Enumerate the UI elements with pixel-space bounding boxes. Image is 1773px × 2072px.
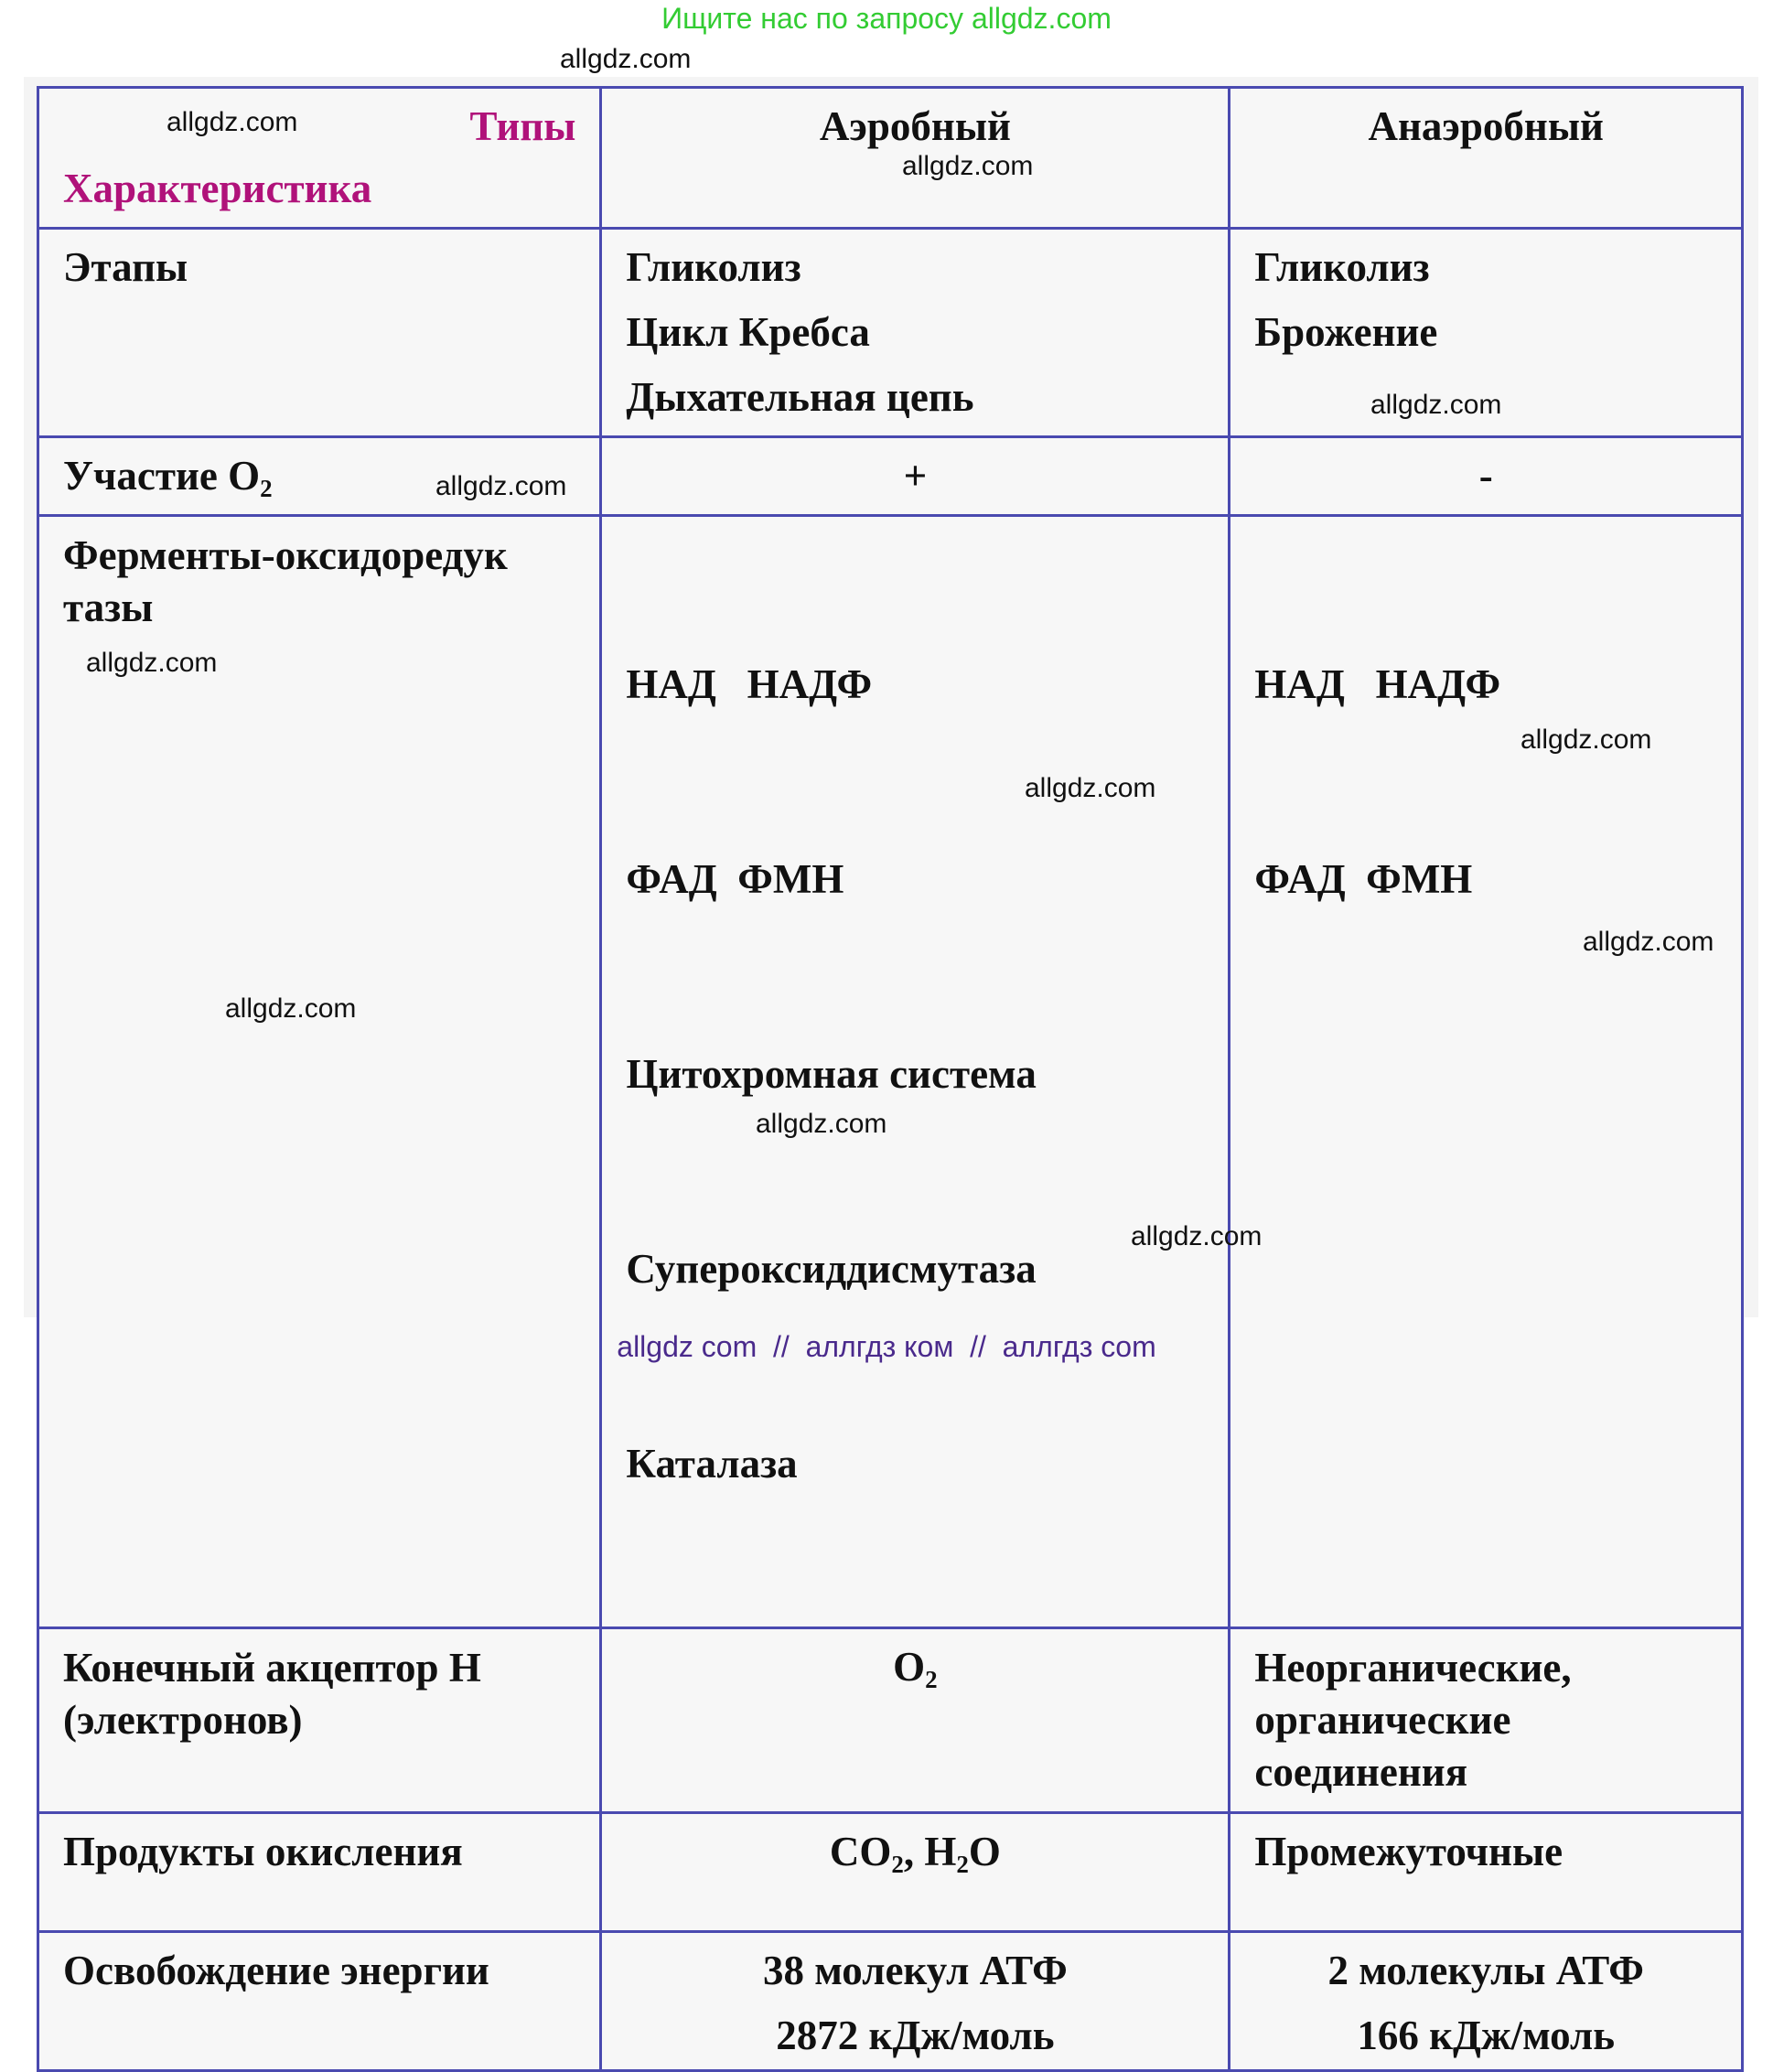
cell-line: 38 молекул АТФ bbox=[763, 1948, 1068, 1993]
cell-text: O bbox=[968, 1829, 1001, 1874]
row-label-text: Участие O bbox=[63, 453, 261, 499]
cell-line: Цикл Кребса bbox=[626, 309, 870, 355]
cell-aerobic bbox=[601, 516, 1230, 1628]
subscript: 2 bbox=[956, 1851, 969, 1879]
cell-line: Гликолиз bbox=[1254, 244, 1430, 290]
cell-line: НАД НАДФ bbox=[1254, 661, 1501, 707]
corner-types-label: Типы bbox=[469, 103, 576, 149]
row-label bbox=[38, 516, 601, 1628]
cell-line: ФАД ФМН bbox=[626, 856, 844, 902]
cell-text: O bbox=[893, 1644, 926, 1690]
table-row bbox=[38, 1628, 1743, 1813]
row-label: Продукты окисления bbox=[38, 1813, 601, 1932]
table-row bbox=[38, 437, 1743, 516]
cell-aerobic bbox=[601, 229, 1230, 437]
cell-line: НАД НАДФ bbox=[626, 661, 873, 707]
cell-text: , H bbox=[903, 1829, 957, 1874]
respiration-comparison-table bbox=[37, 86, 1744, 2072]
cell-anaerobic bbox=[1230, 1628, 1743, 1813]
watermark: allgdz.com bbox=[1520, 725, 1652, 755]
cell-line: Супероксиддисмутаза bbox=[626, 1246, 1037, 1292]
anaerobic-column-header: Анаэробный bbox=[1230, 88, 1743, 229]
cell-aerobic bbox=[601, 1813, 1230, 1932]
cell-line: соединения bbox=[1254, 1749, 1468, 1795]
cell-line: Неорганические, bbox=[1254, 1645, 1572, 1691]
watermark: allgdz.com bbox=[902, 151, 1034, 181]
cell-aerobic bbox=[601, 1932, 1230, 2071]
corner-characteristic-label: Характеристика bbox=[63, 166, 372, 211]
watermark: allgdz.com bbox=[1025, 773, 1156, 803]
cell-line: Каталаза bbox=[626, 1441, 798, 1487]
watermark: allgdz.com bbox=[167, 107, 298, 137]
watermark: allgdz.com bbox=[435, 471, 567, 501]
row-label-line: Конечный акцептор Н bbox=[63, 1645, 481, 1691]
cell-anaerobic bbox=[1230, 1932, 1743, 2071]
cell-line: Гликолиз bbox=[626, 244, 801, 290]
watermark: allgdz.com bbox=[756, 1109, 887, 1139]
corner-header-cell bbox=[38, 88, 601, 229]
watermark: allgdz.com bbox=[1370, 390, 1502, 420]
cell-line: ФАД ФМН bbox=[1254, 856, 1473, 902]
cell-aerobic bbox=[601, 1628, 1230, 1813]
cell-line: Дыхательная цепь bbox=[626, 374, 974, 420]
watermark: allgdz.com bbox=[1131, 1221, 1263, 1251]
footer-text: allgdz com // аллгдз ком // аллгдз com bbox=[617, 1330, 1156, 1363]
table-row bbox=[38, 1932, 1743, 2071]
watermark: allgdz.com bbox=[225, 993, 357, 1024]
row-label-line: тазы bbox=[63, 585, 154, 630]
row-label-line: Ферменты-оксидоредук bbox=[63, 532, 508, 578]
cell-anaerobic: - bbox=[1230, 437, 1743, 516]
cell-aerobic: + bbox=[601, 437, 1230, 516]
cell-text: CO bbox=[829, 1829, 892, 1874]
watermark: allgdz.com bbox=[560, 44, 692, 74]
cell-line: 2872 кДж/моль bbox=[776, 2013, 1055, 2058]
subscript: 2 bbox=[260, 475, 273, 503]
watermark: allgdz.com bbox=[86, 648, 218, 678]
row-label: Освобождение энергии bbox=[38, 1932, 601, 2071]
table-row bbox=[38, 516, 1743, 1628]
cell-line: 166 кДж/моль bbox=[1357, 2013, 1616, 2058]
cell-anaerobic: Промежуточные bbox=[1230, 1813, 1743, 1932]
subscript: 2 bbox=[891, 1851, 904, 1879]
top-banner: Ищите нас по запросу allgdz.com bbox=[661, 2, 1112, 35]
table-row bbox=[38, 1813, 1743, 1932]
subscript: 2 bbox=[925, 1666, 938, 1694]
watermark: allgdz.com bbox=[1583, 927, 1714, 957]
row-label: Этапы bbox=[38, 229, 601, 437]
cell-line: 2 молекулы АТФ bbox=[1327, 1948, 1644, 1993]
row-label-line: (электронов) bbox=[63, 1697, 303, 1743]
cell-line: Цитохромная система bbox=[626, 1051, 1037, 1097]
cell-line: органические bbox=[1254, 1697, 1511, 1743]
cell-anaerobic bbox=[1230, 516, 1743, 1628]
cell-line: Брожение bbox=[1254, 309, 1438, 355]
aerobic-column-header: Аэробный bbox=[601, 88, 1230, 229]
row-label bbox=[38, 1628, 601, 1813]
